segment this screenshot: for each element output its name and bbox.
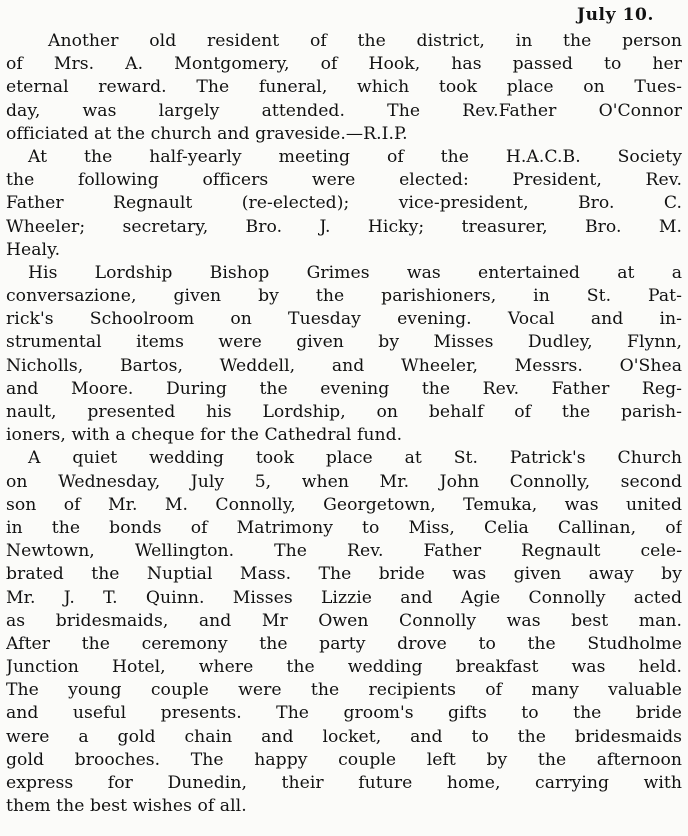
paragraph-line: gold brooches. The happy couple left by the afternoon [6, 749, 682, 770]
paragraph-line: A quiet wedding took place at St. Patrick's Church [28, 448, 682, 469]
paragraph-line: At the half-yearly meeting of the H.A.C.B. Society [28, 146, 682, 167]
paragraph-line: After the ceremony the party drove to the Studholme [6, 633, 682, 654]
paragraph-line: on Wednesday, July 5, when Mr. John Connolly, second [6, 471, 682, 492]
news-paragraph [6, 146, 682, 262]
paragraph-line: Healy. [6, 239, 61, 260]
paragraph-line: rick's Schoolroom on Tuesday evening. Vocal and in- [6, 309, 682, 330]
paragraph-line: son of Mr. M. Connolly, Georgetown, Temuka, was united [6, 494, 682, 515]
news-paragraph [6, 262, 682, 448]
paragraph-line: Father Regnault (re-elected); vice-president, Bro. C. [6, 193, 682, 214]
paragraph-line: them the best wishes of all. [6, 796, 247, 817]
paragraph-line: in the bonds of Matrimony to Miss, Celia Callinan, of [6, 517, 682, 538]
paragraph-line: conversazione, given by the parishioners, in St. Pat- [6, 286, 682, 307]
paragraph-line: were a gold chain and locket, and to the bridesmaids [6, 726, 682, 747]
paragraph-line: as bridesmaids, and Mr Owen Connolly was best man. [6, 610, 682, 631]
news-paragraph [6, 447, 682, 818]
paragraph-line: of Mrs. A. Montgomery, of Hook, has passed to her [6, 54, 682, 75]
paragraph-line: Nicholls, Bartos, Weddell, and Wheeler, Messrs. O'Shea [6, 355, 682, 376]
article-column [6, 30, 682, 818]
dateline: July 10. [576, 5, 654, 25]
paragraph-line: eternal reward. The funeral, which took place on Tues- [6, 77, 682, 98]
paragraph-line: and Moore. During the evening the Rev. Father Reg- [6, 378, 682, 399]
news-paragraph [6, 30, 682, 146]
paragraph-line: The young couple were the recipients of many valuable [6, 680, 682, 701]
paragraph-line: nault, presented his Lordship, on behalf of the parish- [6, 402, 682, 422]
paragraph-line: His Lordship Bishop Grimes was entertained at a [28, 262, 682, 283]
paragraph-line: ioners, with a cheque for the Cathedral fund. [6, 425, 403, 446]
paragraph-line: brated the Nuptial Mass. The bride was given away by [6, 564, 682, 585]
paragraph-line: strumental items were given by Misses Dudley, Flynn, [6, 332, 682, 353]
paragraph-line: Newtown, Wellington. The Rev. Father Regnault cele- [6, 541, 682, 562]
paragraph-line: Wheeler; secretary, Bro. J. Hicky; treasurer, Bro. M. [6, 216, 682, 237]
paragraph-line: Mr. J. T. Quinn. Misses Lizzie and Agie Connolly acted [6, 587, 682, 608]
paragraph-line: the following officers were elected: President, Rev. [6, 170, 682, 191]
paragraph-line: express for Dunedin, their future home, carrying with [6, 773, 682, 793]
paragraph-line: officiated at the church and graveside.—R.I.P. [6, 123, 408, 144]
paragraph-line: and useful presents. The groom's gifts to the bride [6, 703, 682, 724]
paragraph-line: Another old resident of the district, in the person [48, 31, 682, 51]
paragraph-line: Junction Hotel, where the wedding breakfast was held. [6, 657, 682, 678]
paragraph-line: day, was largely attended. The Rev.Father O'Connor [6, 100, 682, 121]
